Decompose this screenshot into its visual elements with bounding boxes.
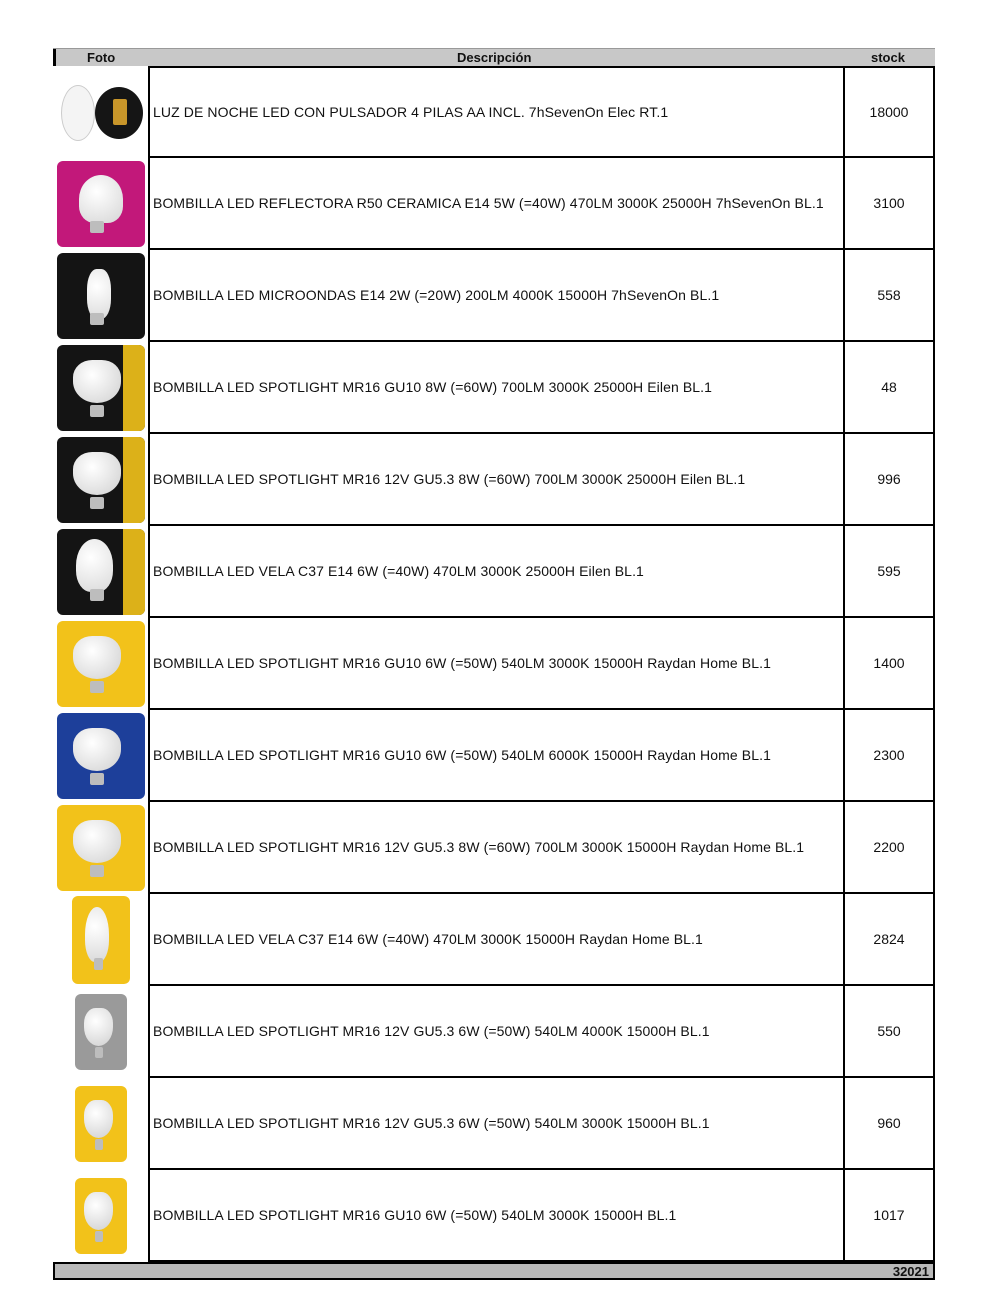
product-photo [53, 802, 148, 894]
product-description: BOMBILLA LED VELA C37 E14 6W (=40W) 470LM 3000K 15000H Raydan Home BL.1 [148, 894, 845, 986]
product-rows [53, 66, 935, 1262]
spotlight-bulb-icon [57, 345, 145, 431]
header-foto: Foto [87, 50, 116, 65]
table-row [53, 526, 935, 618]
header-stock: stock [871, 50, 905, 65]
spotlight-bulb-icon [75, 1086, 127, 1162]
header-left-bar [53, 49, 56, 66]
table-row [53, 1078, 935, 1170]
reflector-bulb-icon [57, 161, 145, 247]
product-photo [53, 986, 148, 1078]
product-photo [53, 1078, 148, 1170]
product-stock: 2300 [845, 710, 935, 802]
night-light-icon [57, 69, 145, 155]
product-stock: 1017 [845, 1170, 935, 1262]
spotlight-bulb-icon [75, 994, 127, 1070]
table-row [53, 710, 935, 802]
product-stock: 595 [845, 526, 935, 618]
product-stock: 3100 [845, 158, 935, 250]
product-photo [53, 526, 148, 618]
product-description: BOMBILLA LED MICROONDAS E14 2W (=20W) 200LM 4000K 15000H 7hSevenOn BL.1 [148, 250, 845, 342]
product-description: BOMBILLA LED SPOTLIGHT MR16 GU10 6W (=50W) 540LM 3000K 15000H Raydan Home BL.1 [148, 618, 845, 710]
table-row [53, 1170, 935, 1262]
product-stock: 960 [845, 1078, 935, 1170]
table-row [53, 342, 935, 434]
spotlight-bulb-icon [57, 713, 145, 799]
candle-bulb-icon [57, 529, 145, 615]
product-photo [53, 1170, 148, 1262]
product-photo [53, 710, 148, 802]
table-row [53, 802, 935, 894]
product-stock: 558 [845, 250, 935, 342]
product-photo [53, 342, 148, 434]
product-photo [53, 894, 148, 986]
product-photo [53, 250, 148, 342]
product-description: LUZ DE NOCHE LED CON PULSADOR 4 PILAS AA INCL. 7hSevenOn Elec RT.1 [148, 66, 845, 158]
product-stock: 2824 [845, 894, 935, 986]
spotlight-bulb-icon [75, 1178, 127, 1254]
product-description: BOMBILLA LED SPOTLIGHT MR16 12V GU5.3 8W (=60W) 700LM 3000K 15000H Raydan Home BL.1 [148, 802, 845, 894]
table-row [53, 158, 935, 250]
spotlight-bulb-icon [57, 437, 145, 523]
table-header [53, 48, 935, 66]
product-photo [53, 618, 148, 710]
product-description: BOMBILLA LED SPOTLIGHT MR16 12V GU5.3 6W (=50W) 540LM 3000K 15000H BL.1 [148, 1078, 845, 1170]
spotlight-bulb-icon [57, 805, 145, 891]
product-photo [53, 434, 148, 526]
product-description: BOMBILLA LED SPOTLIGHT MR16 GU10 6W (=50W) 540LM 6000K 15000H Raydan Home BL.1 [148, 710, 845, 802]
product-photo [53, 66, 148, 158]
product-stock: 996 [845, 434, 935, 526]
product-description: BOMBILLA LED REFLECTORA R50 CERAMICA E14 5W (=40W) 470LM 3000K 25000H 7hSevenOn BL.1 [148, 158, 845, 250]
microwave-bulb-icon [57, 253, 145, 339]
table-row [53, 66, 935, 158]
product-stock: 2200 [845, 802, 935, 894]
product-photo [53, 158, 148, 250]
product-description: BOMBILLA LED SPOTLIGHT MR16 12V GU5.3 8W (=60W) 700LM 3000K 25000H Eilen BL.1 [148, 434, 845, 526]
product-stock: 48 [845, 342, 935, 434]
stock-sheet [53, 48, 935, 1280]
product-stock: 1400 [845, 618, 935, 710]
product-stock: 550 [845, 986, 935, 1078]
product-description: BOMBILLA LED VELA C37 E14 6W (=40W) 470LM 3000K 25000H Eilen BL.1 [148, 526, 845, 618]
table-row [53, 894, 935, 986]
product-stock: 18000 [845, 66, 935, 158]
candle-bulb-icon [72, 896, 130, 984]
total-row [53, 1262, 935, 1280]
table-row [53, 986, 935, 1078]
spotlight-bulb-icon [57, 621, 145, 707]
table-row [53, 250, 935, 342]
table-row [53, 434, 935, 526]
total-stock: 32021 [892, 1264, 929, 1279]
product-description: BOMBILLA LED SPOTLIGHT MR16 12V GU5.3 6W (=50W) 540LM 4000K 15000H BL.1 [148, 986, 845, 1078]
table-row [53, 618, 935, 710]
product-description: BOMBILLA LED SPOTLIGHT MR16 GU10 8W (=60W) 700LM 3000K 25000H Eilen BL.1 [148, 342, 845, 434]
product-description: BOMBILLA LED SPOTLIGHT MR16 GU10 6W (=50W) 540LM 3000K 15000H BL.1 [148, 1170, 845, 1262]
header-descripcion: Descripción [457, 50, 532, 65]
